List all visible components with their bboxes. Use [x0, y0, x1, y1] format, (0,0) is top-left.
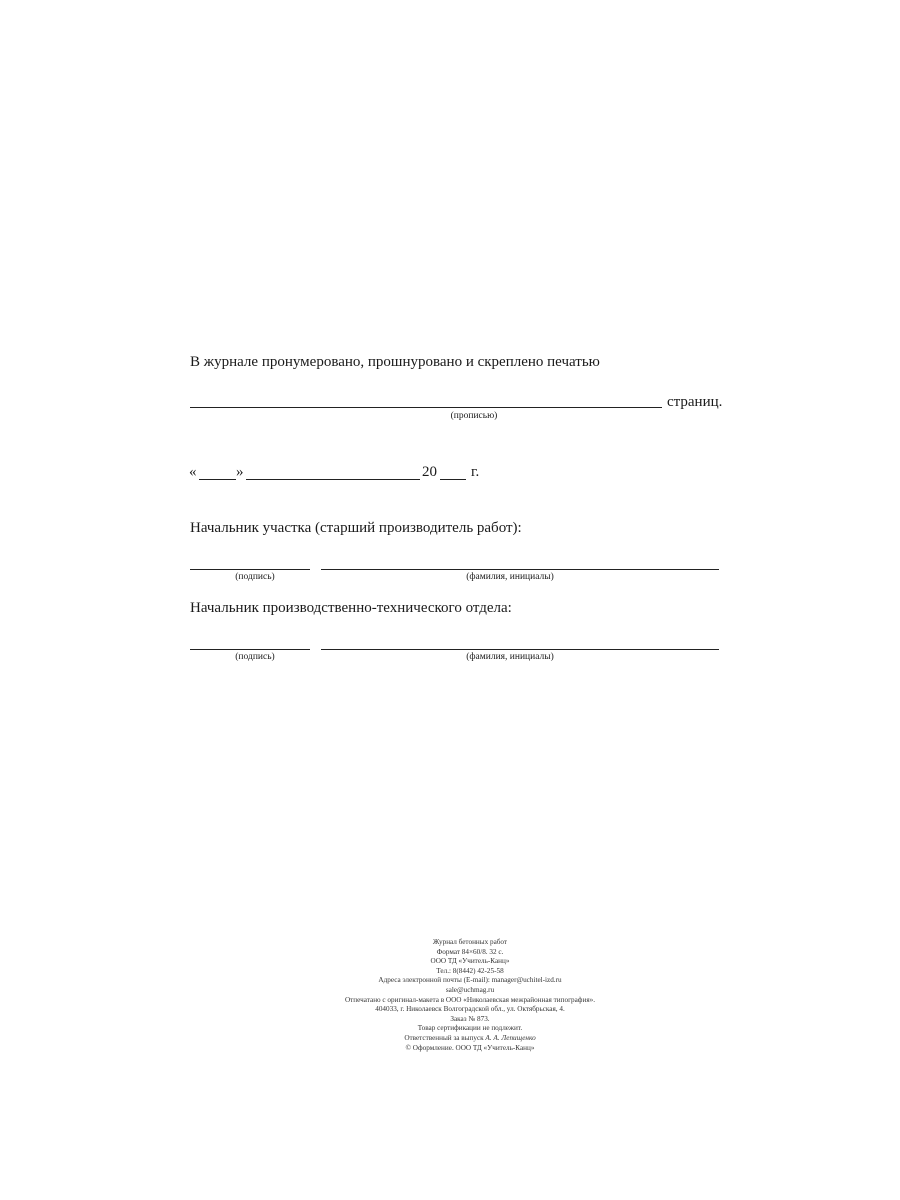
- imprint-line: 404033, г. Николаевск Волгоградской обл., ул. Октябрьская, 4.: [375, 1005, 565, 1014]
- imprint-line: Товар сертификации не подлежит.: [417, 1024, 523, 1033]
- date-year-prefix: 20: [422, 464, 437, 480]
- name-caption-pto-head: (фамилия, инициалы): [466, 652, 554, 662]
- publication-imprint: [300, 938, 640, 1053]
- signature-title-pto-head: Начальник производственно-технического отдела:: [190, 600, 512, 616]
- date-day-line[interactable]: [199, 479, 236, 480]
- signature-line-pto-head[interactable]: [190, 649, 310, 650]
- imprint-line: Заказ № 873.: [450, 1014, 490, 1023]
- imprint-line: Журнал бетонных работ: [432, 938, 508, 946]
- date-year-line[interactable]: [440, 479, 466, 480]
- signature-line-site-manager[interactable]: [190, 569, 310, 570]
- pages-suffix: страниц.: [667, 394, 723, 410]
- imprint-line: Формат 84×60/8. 32 с.: [436, 947, 504, 956]
- date-open-quote: «: [189, 464, 197, 480]
- signature-title-site-manager: Начальник участка (старший производитель работ):: [190, 520, 522, 536]
- imprint-copyright: © Оформление. ООО ТД «Учитель-Канц»: [405, 1043, 535, 1052]
- name-line-site-manager[interactable]: [321, 569, 719, 570]
- imprint-responsible-name: А. А. Лепищенко: [485, 1033, 536, 1042]
- imprint-line: sale@uchmag.ru: [445, 985, 495, 994]
- signature-caption-site-manager: (подпись): [235, 572, 275, 582]
- date-month-line[interactable]: [246, 479, 420, 480]
- name-line-pto-head[interactable]: [321, 649, 719, 650]
- date-year-suffix: г.: [471, 464, 480, 480]
- imprint-line: Адреса электронной почты (E-mail): manager@uchitel-izd.ru: [378, 976, 562, 985]
- pages-caption: (прописью): [450, 411, 498, 421]
- signature-caption-pto-head: (подпись): [235, 652, 275, 662]
- certification-statement: В журнале пронумеровано, прошнуровано и скреплено печатью: [190, 354, 600, 370]
- imprint-line: Тел.: 8(8442) 42-25-58: [436, 966, 504, 975]
- name-caption-site-manager: (фамилия, инициалы): [466, 572, 554, 582]
- imprint-responsible-prefix: Ответственный за выпуск: [404, 1033, 484, 1042]
- date-close-quote: »: [236, 464, 244, 480]
- pages-count-line[interactable]: [190, 407, 662, 408]
- imprint-line: Отпечатано с оригинал-макета в ООО «Николаевская межрайонная типография».: [344, 995, 596, 1004]
- imprint-responsible: [300, 1034, 640, 1044]
- imprint-line: ООО ТД «Учитель-Канц»: [430, 957, 510, 966]
